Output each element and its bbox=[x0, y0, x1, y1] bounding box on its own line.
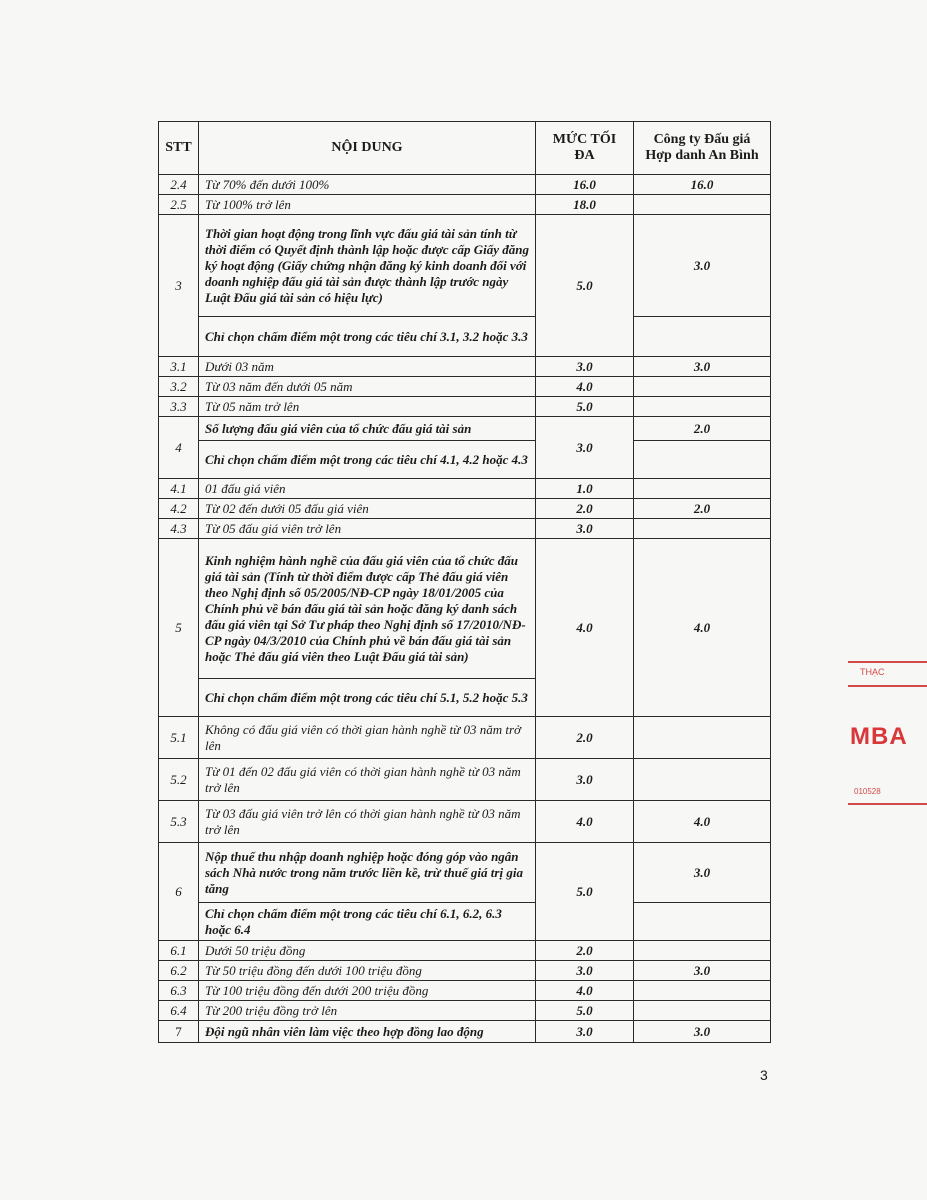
cell-noi-dung: Từ 200 triệu đồng trở lên bbox=[199, 1001, 536, 1021]
table-row bbox=[159, 215, 771, 317]
table-row bbox=[159, 397, 771, 417]
table-row bbox=[159, 479, 771, 499]
table-row bbox=[159, 441, 771, 479]
cell-max: 4.0 bbox=[536, 801, 634, 843]
table-row bbox=[159, 357, 771, 377]
cell-noi-dung: Từ 01 đến 02 đấu giá viên có thời gian hành nghề từ 03 năm trở lên bbox=[199, 759, 536, 801]
stamp-text-top: THẠC bbox=[860, 667, 885, 677]
scoring-table bbox=[158, 121, 771, 1043]
cell-score bbox=[634, 441, 771, 479]
cell-noi-dung: 01 đấu giá viên bbox=[199, 479, 536, 499]
cell-max: 5.0 bbox=[536, 215, 634, 357]
cell-max: 5.0 bbox=[536, 1001, 634, 1021]
cell-score bbox=[634, 317, 771, 357]
cell-max: 5.0 bbox=[536, 397, 634, 417]
cell-score: 16.0 bbox=[634, 175, 771, 195]
table-row bbox=[159, 175, 771, 195]
cell-max: 5.0 bbox=[536, 843, 634, 941]
cell-stt: 6.4 bbox=[159, 1001, 199, 1021]
cell-max: 2.0 bbox=[536, 941, 634, 961]
cell-stt: 3 bbox=[159, 215, 199, 357]
cell-stt: 4.3 bbox=[159, 519, 199, 539]
table-row bbox=[159, 717, 771, 759]
cell-noi-dung-note: Chỉ chọn chấm điểm một trong các tiêu chí 6.1, 6.2, 6.3 hoặc 6.4 bbox=[199, 903, 536, 941]
stamp-text-code: 010528 bbox=[854, 787, 881, 796]
cell-stt: 2.4 bbox=[159, 175, 199, 195]
cell-max: 1.0 bbox=[536, 479, 634, 499]
header-company: Công ty Đấu giá Hợp danh An Bình bbox=[634, 122, 771, 175]
cell-max: 3.0 bbox=[536, 961, 634, 981]
table-row bbox=[159, 1001, 771, 1021]
cell-noi-dung: Số lượng đấu giá viên của tổ chức đấu giá tài sản bbox=[199, 417, 536, 441]
cell-score bbox=[634, 981, 771, 1001]
cell-score: 3.0 bbox=[634, 1021, 771, 1043]
cell-noi-dung: Từ 03 năm đến dưới 05 năm bbox=[199, 377, 536, 397]
cell-noi-dung: Từ 50 triệu đồng đến dưới 100 triệu đồng bbox=[199, 961, 536, 981]
cell-noi-dung: Nộp thuế thu nhập doanh nghiệp hoặc đóng góp vào ngân sách Nhà nước trong năm trước liền kề, trừ thuế giá trị gia tăng bbox=[199, 843, 536, 903]
cell-noi-dung: Kinh nghiệm hành nghề của đấu giá viên của tổ chức đấu giá tài sản (Tính từ thời điểm được cấp Thẻ đấu giá viên theo Nghị định số 05/2005/NĐ-CP ngày 18/01/2005 của Chính phủ về bán đấu giá tài sản hoặc đăng ký danh sách đấu giá viên tại Sở Tư pháp theo Nghị định số 17/2010/NĐ-CP ngày 04/3/2010 của Chính phủ về bán đấu giá tài sản hoặc Thẻ đấu giá viên theo Luật Đấu giá tài sản) bbox=[199, 539, 536, 679]
cell-score bbox=[634, 479, 771, 499]
table-row bbox=[159, 759, 771, 801]
cell-score: 4.0 bbox=[634, 801, 771, 843]
cell-noi-dung: Dưới 50 triệu đồng bbox=[199, 941, 536, 961]
table-row bbox=[159, 499, 771, 519]
page-number: 3 bbox=[760, 1067, 768, 1083]
cell-stt: 5.2 bbox=[159, 759, 199, 801]
header-muc-toi-da: MỨC TỐI ĐA bbox=[536, 122, 634, 175]
table-row bbox=[159, 539, 771, 679]
cell-noi-dung: Đội ngũ nhân viên làm việc theo hợp đồng lao động bbox=[199, 1021, 536, 1043]
table-row bbox=[159, 843, 771, 903]
cell-score bbox=[634, 903, 771, 941]
cell-stt: 3.2 bbox=[159, 377, 199, 397]
cell-noi-dung: Dưới 03 năm bbox=[199, 357, 536, 377]
cell-max: 3.0 bbox=[536, 519, 634, 539]
table-row bbox=[159, 961, 771, 981]
table-row bbox=[159, 377, 771, 397]
cell-score bbox=[634, 717, 771, 759]
cell-max: 3.0 bbox=[536, 1021, 634, 1043]
cell-score bbox=[634, 941, 771, 961]
cell-score: 3.0 bbox=[634, 215, 771, 317]
cell-stt: 4.1 bbox=[159, 479, 199, 499]
cell-stt: 6.3 bbox=[159, 981, 199, 1001]
stamp-text-main: MBA bbox=[850, 723, 908, 750]
table-header-row bbox=[159, 122, 771, 175]
table-row bbox=[159, 801, 771, 843]
cell-max: 4.0 bbox=[536, 539, 634, 717]
cell-stt: 6.1 bbox=[159, 941, 199, 961]
cell-max: 3.0 bbox=[536, 759, 634, 801]
cell-score: 4.0 bbox=[634, 539, 771, 717]
cell-noi-dung: Từ 100 triệu đồng đến dưới 200 triệu đồng bbox=[199, 981, 536, 1001]
cell-score: 2.0 bbox=[634, 499, 771, 519]
cell-stt: 5.3 bbox=[159, 801, 199, 843]
cell-noi-dung: Từ 70% đến dưới 100% bbox=[199, 175, 536, 195]
cell-noi-dung-note: Chỉ chọn chấm điểm một trong các tiêu chí 3.1, 3.2 hoặc 3.3 bbox=[199, 317, 536, 357]
table-row bbox=[159, 417, 771, 441]
cell-score bbox=[634, 397, 771, 417]
cell-stt: 7 bbox=[159, 1021, 199, 1043]
cell-score bbox=[634, 1001, 771, 1021]
cell-stt: 3.1 bbox=[159, 357, 199, 377]
cell-max: 2.0 bbox=[536, 717, 634, 759]
cell-max: 16.0 bbox=[536, 175, 634, 195]
cell-score bbox=[634, 519, 771, 539]
table-row bbox=[159, 317, 771, 357]
cell-score bbox=[634, 377, 771, 397]
table-row bbox=[159, 941, 771, 961]
cell-score: 3.0 bbox=[634, 843, 771, 903]
cell-max: 4.0 bbox=[536, 377, 634, 397]
header-stt: STT bbox=[159, 122, 199, 175]
cell-stt: 6 bbox=[159, 843, 199, 941]
cell-score: 2.0 bbox=[634, 417, 771, 441]
cell-noi-dung: Từ 03 đấu giá viên trở lên có thời gian hành nghề từ 03 năm trở lên bbox=[199, 801, 536, 843]
cell-max: 2.0 bbox=[536, 499, 634, 519]
cell-noi-dung: Không có đấu giá viên có thời gian hành nghề từ 03 năm trở lên bbox=[199, 717, 536, 759]
cell-max: 3.0 bbox=[536, 417, 634, 479]
cell-noi-dung: Từ 05 đấu giá viên trở lên bbox=[199, 519, 536, 539]
cell-noi-dung-note: Chỉ chọn chấm điểm một trong các tiêu chí 4.1, 4.2 hoặc 4.3 bbox=[199, 441, 536, 479]
table-row bbox=[159, 903, 771, 941]
company-stamp bbox=[848, 655, 927, 815]
table-row bbox=[159, 981, 771, 1001]
cell-score bbox=[634, 759, 771, 801]
cell-max: 3.0 bbox=[536, 357, 634, 377]
table-row bbox=[159, 195, 771, 215]
header-noi-dung: NỘI DUNG bbox=[199, 122, 536, 175]
cell-stt: 2.5 bbox=[159, 195, 199, 215]
cell-noi-dung: Từ 05 năm trở lên bbox=[199, 397, 536, 417]
table-row bbox=[159, 1021, 771, 1043]
cell-score bbox=[634, 195, 771, 215]
cell-score: 3.0 bbox=[634, 357, 771, 377]
cell-noi-dung-note: Chỉ chọn chấm điểm một trong các tiêu chí 5.1, 5.2 hoặc 5.3 bbox=[199, 679, 536, 717]
cell-max: 18.0 bbox=[536, 195, 634, 215]
cell-score: 3.0 bbox=[634, 961, 771, 981]
cell-stt: 6.2 bbox=[159, 961, 199, 981]
cell-noi-dung: Từ 02 đến dưới 05 đấu giá viên bbox=[199, 499, 536, 519]
cell-stt: 4 bbox=[159, 417, 199, 479]
cell-stt: 4.2 bbox=[159, 499, 199, 519]
cell-stt: 3.3 bbox=[159, 397, 199, 417]
table-row bbox=[159, 519, 771, 539]
cell-stt: 5 bbox=[159, 539, 199, 717]
cell-max: 4.0 bbox=[536, 981, 634, 1001]
cell-noi-dung: Thời gian hoạt động trong lĩnh vực đấu giá tài sản tính từ thời điểm có Quyết định thành lập hoặc được cấp Giấy đăng ký hoạt động (Giấy chứng nhận đăng ký kinh doanh đối với doanh nghiệp đấu giá tài sản được thành lập trước ngày Luật Đấu giá tài sản có hiệu lực) bbox=[199, 215, 536, 317]
cell-noi-dung: Từ 100% trở lên bbox=[199, 195, 536, 215]
cell-stt: 5.1 bbox=[159, 717, 199, 759]
